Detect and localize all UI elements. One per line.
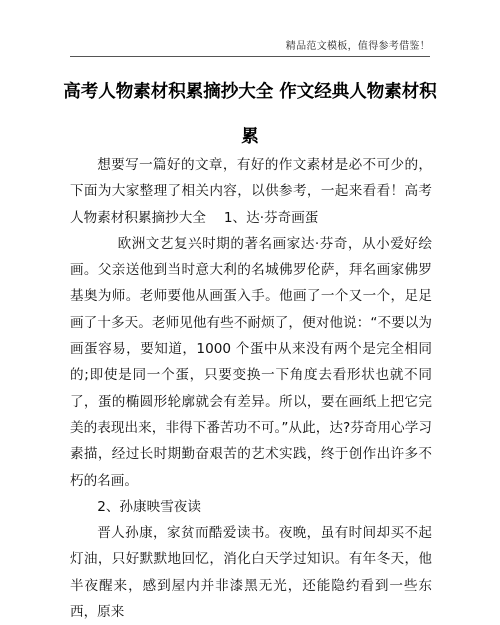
paragraph-intro: 想要写一篇好的文章，有好的作文素材是必不可少的，下面为大家整理了相关内容，以供参考，一起来看看！高考人物素材积累摘抄大全 1、达·芬奇画蛋 <box>70 157 432 226</box>
header-note: 精品范文模板，值得参考借鉴！ <box>285 41 430 52</box>
section-heading-sunkang: 2、孙康映雪夜读 <box>97 498 201 515</box>
paragraph-davinci: 欧洲文艺复兴时期的著名画家达·芬奇，从小爱好绘画。父亲送他到当时意大利的名城佛罗伦萨，拜名画家佛罗基奥为师。老师要他从画蛋入手。他画了一个又一个，足足画了十多天。老师见他有些不耐烦了，便对他说：“不要以为画蛋容易，要知道，1000 个蛋中从来没有两个是完全相同的;即使是同一个蛋，只要变换一下角度去看形状也就不同了，蛋的椭圆形轮廓就会有差异。所以，要在画纸上把它完美的表现出来，非得下番苦功不可。”从此，达?芬奇用心学习素描，经过长时期勤奋艰苦的艺术实践，终于创作出许多不朽的名画。 <box>70 235 432 489</box>
paragraph-sunkang: 晋人孙康，家贫而酷爱读书。夜晚，虽有时间却买不起灯油，只好默默地回忆，消化白天学过知识。有年冬天，他半夜醒来，感到屋内并非漆黑无光，还能隐约看到一些东西，原来 <box>70 525 432 621</box>
document-body <box>70 152 432 625</box>
header-divider <box>70 56 430 57</box>
document-title: 高考人物素材积累摘抄大全 作文经典人物素材积累 <box>63 82 437 147</box>
